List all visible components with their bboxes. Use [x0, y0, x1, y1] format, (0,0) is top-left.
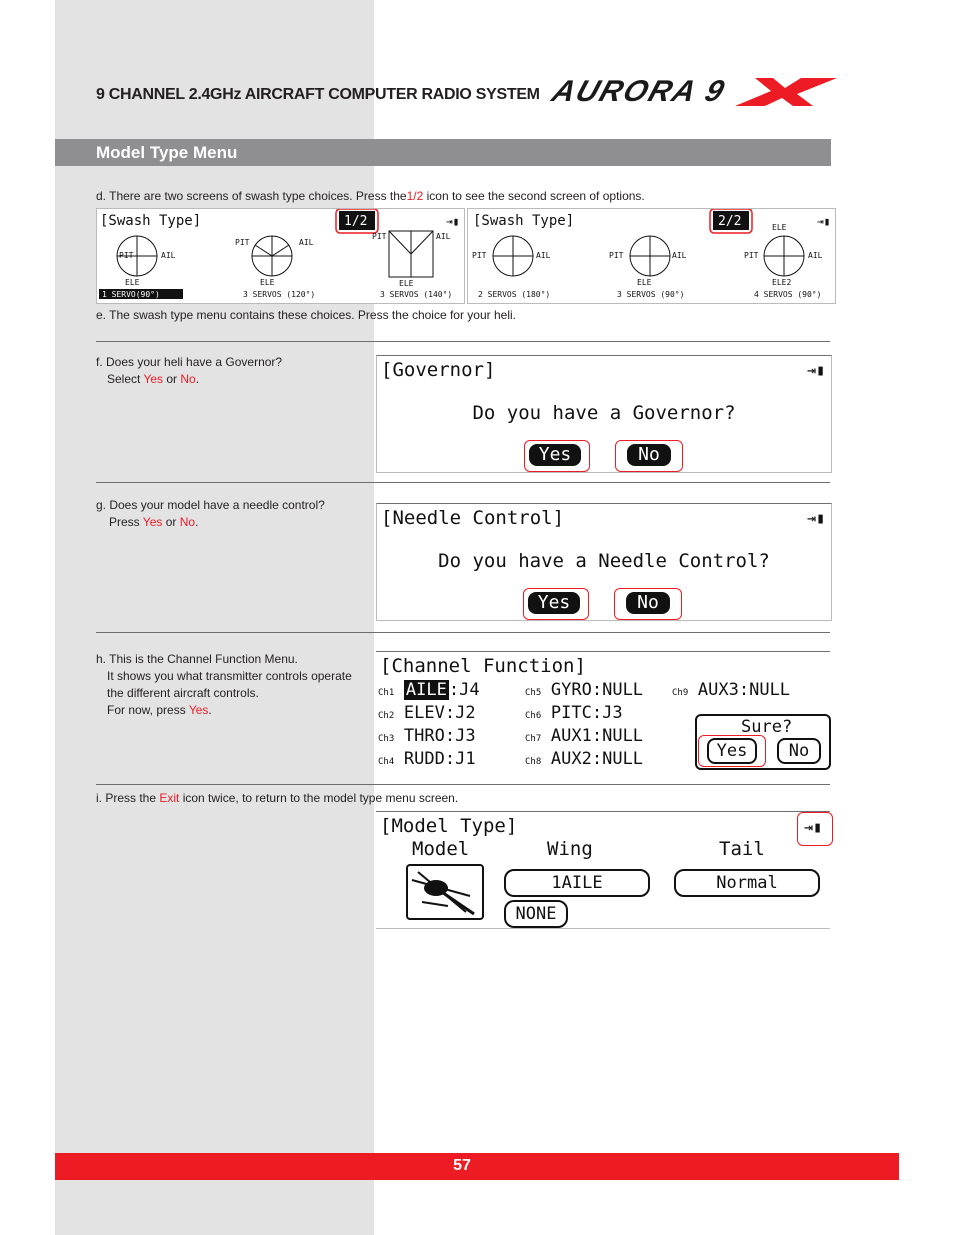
needle-control-screen: [376, 503, 832, 621]
governor-no-button[interactable]: No: [627, 444, 671, 466]
gray-margin-column: [55, 0, 374, 1235]
svg-text:PIT: PIT: [372, 232, 387, 241]
channel-row[interactable]: Ch5 GYRO:NULL: [525, 680, 644, 700]
model-label: Model: [412, 838, 470, 860]
channel-row[interactable]: Ch8 AUX2:NULL: [525, 749, 644, 769]
channel-column-2: [525, 680, 643, 772]
svg-text:AIL: AIL: [536, 251, 551, 260]
channel-column-3: [672, 680, 790, 703]
swash1-title: [Swash Type]: [100, 213, 202, 229]
swash-option-3-servos-120[interactable]: [235, 236, 315, 299]
swash-type-screen-2: [467, 208, 836, 304]
channel-function-screen: [376, 651, 830, 769]
tail-select-button[interactable]: Normal: [674, 869, 820, 897]
needle-title: [Needle Control]: [381, 507, 565, 529]
svg-text:1 SERVO(90°): 1 SERVO(90°): [102, 290, 160, 299]
svg-text:PIT: PIT: [119, 251, 134, 260]
svg-text:2 SERVOS (180°): 2 SERVOS (180°): [478, 290, 551, 299]
page-header-title: 9 CHANNEL 2.4GHz AIRCRAFT COMPUTER RADIO SYSTEM: [96, 86, 540, 103]
wing-select-button[interactable]: 1AILE: [504, 869, 650, 897]
svg-text:3 SERVOS (140°): 3 SERVOS (140°): [380, 290, 453, 299]
channel-row[interactable]: Ch9 AUX3:NULL: [672, 680, 791, 700]
confirm-yes-button[interactable]: Yes: [707, 738, 757, 764]
svg-text:2/2: 2/2: [718, 214, 742, 229]
swash-option-2-servos-180[interactable]: [472, 236, 551, 299]
divider: [96, 632, 830, 633]
exit-icon[interactable]: ⇥▮: [446, 215, 460, 228]
helicopter-model-button[interactable]: [406, 864, 484, 920]
svg-text:PIT: PIT: [744, 251, 759, 260]
tail-label: Tail: [719, 838, 765, 860]
svg-text:ELE: ELE: [125, 278, 140, 287]
divider: [96, 341, 830, 342]
exit-icon[interactable]: ⇥▮: [817, 215, 831, 228]
svg-text:4 SERVOS (90°): 4 SERVOS (90°): [754, 290, 822, 299]
svg-text:ELE: ELE: [399, 279, 414, 288]
svg-text:AIL: AIL: [161, 251, 176, 260]
none-select-button[interactable]: NONE: [504, 900, 568, 928]
needle-yes-button[interactable]: Yes: [528, 592, 580, 614]
channel-row[interactable]: Ch7 AUX1:NULL: [525, 726, 644, 746]
model-type-title: [Model Type]: [380, 815, 518, 837]
channel-row[interactable]: Ch3 THRO:J3: [378, 726, 476, 746]
divider: [96, 784, 830, 785]
channel-row[interactable]: Ch6 PITC:J3: [525, 703, 623, 723]
governor-screen: [376, 355, 832, 473]
swash-option-1-servo[interactable]: [99, 236, 183, 299]
channel-column-1: [378, 680, 480, 772]
model-type-screen: [376, 811, 830, 929]
confirm-no-button[interactable]: No: [777, 738, 821, 764]
divider: [96, 482, 830, 483]
exit-icon[interactable]: ⇥▮: [806, 509, 825, 527]
step-d-text: d. There are two screens of swash type choices. Press the1/2 icon to see the second screen of options.: [96, 189, 645, 203]
swash-option-3-servos-140[interactable]: [372, 231, 452, 299]
svg-text:AURORA 9: AURORA 9: [548, 74, 731, 108]
chfunc-title: [Channel Function]: [380, 655, 586, 677]
svg-text:AIL: AIL: [808, 251, 823, 260]
channel-row[interactable]: Ch1 AILE :J4: [378, 680, 480, 700]
confirm-dialog-label: Sure?: [741, 717, 793, 737]
step-h-text: h. This is the Channel Function Menu. It shows you what transmitter controls operate the different aircraft controls. For now, press Yes.: [96, 652, 352, 717]
exit-icon[interactable]: ⇥▮: [804, 818, 823, 836]
swash-option-3-servos-90[interactable]: [609, 236, 687, 299]
governor-title: [Governor]: [381, 359, 496, 381]
page-number: 57: [453, 1157, 471, 1174]
svg-text:AIL: AIL: [672, 251, 687, 260]
step-e-text: e. The swash type menu contains these choices. Press the choice for your heli.: [96, 308, 516, 322]
exit-icon[interactable]: ⇥▮: [806, 361, 825, 379]
channel-row[interactable]: Ch2 ELEV:J2: [378, 703, 476, 723]
svg-text:PIT: PIT: [472, 251, 487, 260]
aurora-9x-logo: [545, 74, 840, 108]
svg-text:1/2: 1/2: [344, 214, 368, 229]
swash-option-4-servos-90[interactable]: [744, 223, 823, 299]
step-g-text: g. Does your model have a needle control? Press Yes or No.: [96, 498, 325, 529]
governor-yes-button[interactable]: Yes: [529, 444, 581, 466]
swash-type-screen-1: [96, 208, 465, 304]
svg-text:ELE: ELE: [260, 278, 275, 287]
wing-label: Wing: [547, 838, 593, 860]
svg-text:[Swash Type]: [Swash Type]: [473, 213, 575, 229]
governor-question: Do you have a Governor?: [472, 402, 736, 424]
svg-text:PIT: PIT: [609, 251, 624, 260]
step-i-text: i. Press the Exit icon twice, to return to the model type menu screen.: [96, 791, 459, 805]
svg-text:AIL: AIL: [299, 238, 314, 247]
section-title: Model Type Menu: [96, 143, 238, 162]
svg-text:3 SERVOS (120°): 3 SERVOS (120°): [243, 290, 316, 299]
svg-text:PIT: PIT: [235, 238, 250, 247]
channel-row[interactable]: Ch4 RUDD:J1: [378, 749, 476, 769]
svg-text:AIL: AIL: [436, 232, 451, 241]
needle-no-button[interactable]: No: [626, 592, 670, 614]
svg-text:ELE: ELE: [772, 223, 787, 232]
needle-question: Do you have a Needle Control?: [438, 550, 770, 572]
helicopter-icon: [408, 866, 482, 918]
svg-text:ELE: ELE: [637, 278, 652, 287]
svg-text:3 SERVOS (90°): 3 SERVOS (90°): [617, 290, 685, 299]
confirm-dialog: [695, 714, 831, 770]
svg-text:ELE2: ELE2: [772, 278, 792, 287]
step-f-text: f. Does your heli have a Governor? Select Yes or No.: [96, 355, 283, 386]
